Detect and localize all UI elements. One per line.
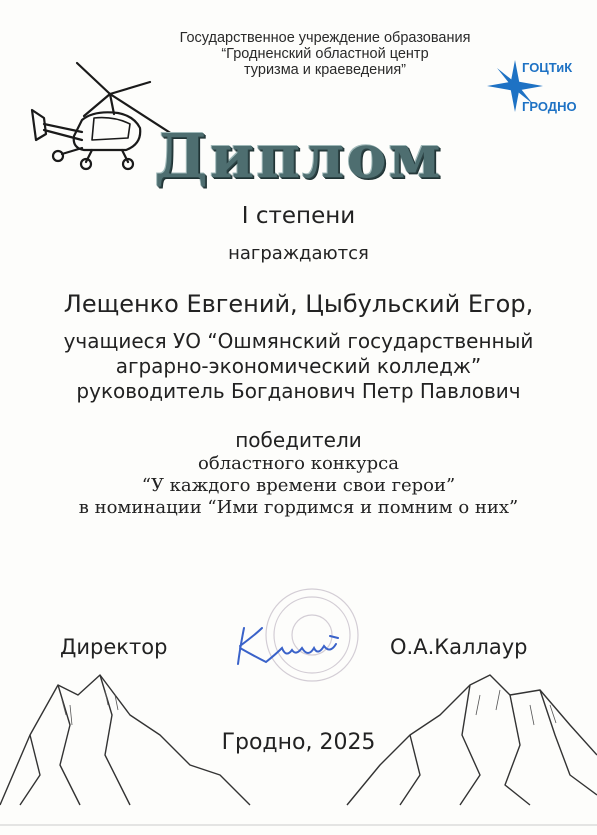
supervisor: руководитель Богданович Петр Павлович <box>76 379 521 403</box>
contest-motto: “У каждого времени свои герои” <box>141 475 456 496</box>
city-year: Гродно, 2025 <box>221 730 376 755</box>
logo-text-bottom: ГРОДНО <box>522 99 577 114</box>
winners-label: победители <box>235 428 362 452</box>
issuer-line-2: “Гродненский областной центр <box>221 46 429 62</box>
institution-line-2: аграрно-экономический колледж” <box>115 354 482 378</box>
logo-text-top: ГОЦТиК <box>522 60 573 75</box>
nomination: в номинации “Ими гордимся и помним о них” <box>78 497 519 518</box>
director-name: О.А.Каллаур <box>390 635 528 659</box>
issuer-line-3: туризма и краеведения” <box>243 62 407 78</box>
issuer-line-1: Государственное учреждение образования <box>179 30 471 46</box>
contest-label: областного конкурса <box>198 453 399 474</box>
awarded-label: награждаются <box>228 243 369 264</box>
degree: I степени <box>241 203 356 229</box>
director-role: Директор <box>60 635 168 659</box>
recipient-names: Лещенко Евгений, Цыбульский Егор, <box>63 290 534 318</box>
institution-line-1: учащиеся УО “Ошмянский государственный <box>63 329 534 353</box>
issuer-header <box>150 30 500 78</box>
diploma-title: Диплом <box>154 122 443 192</box>
